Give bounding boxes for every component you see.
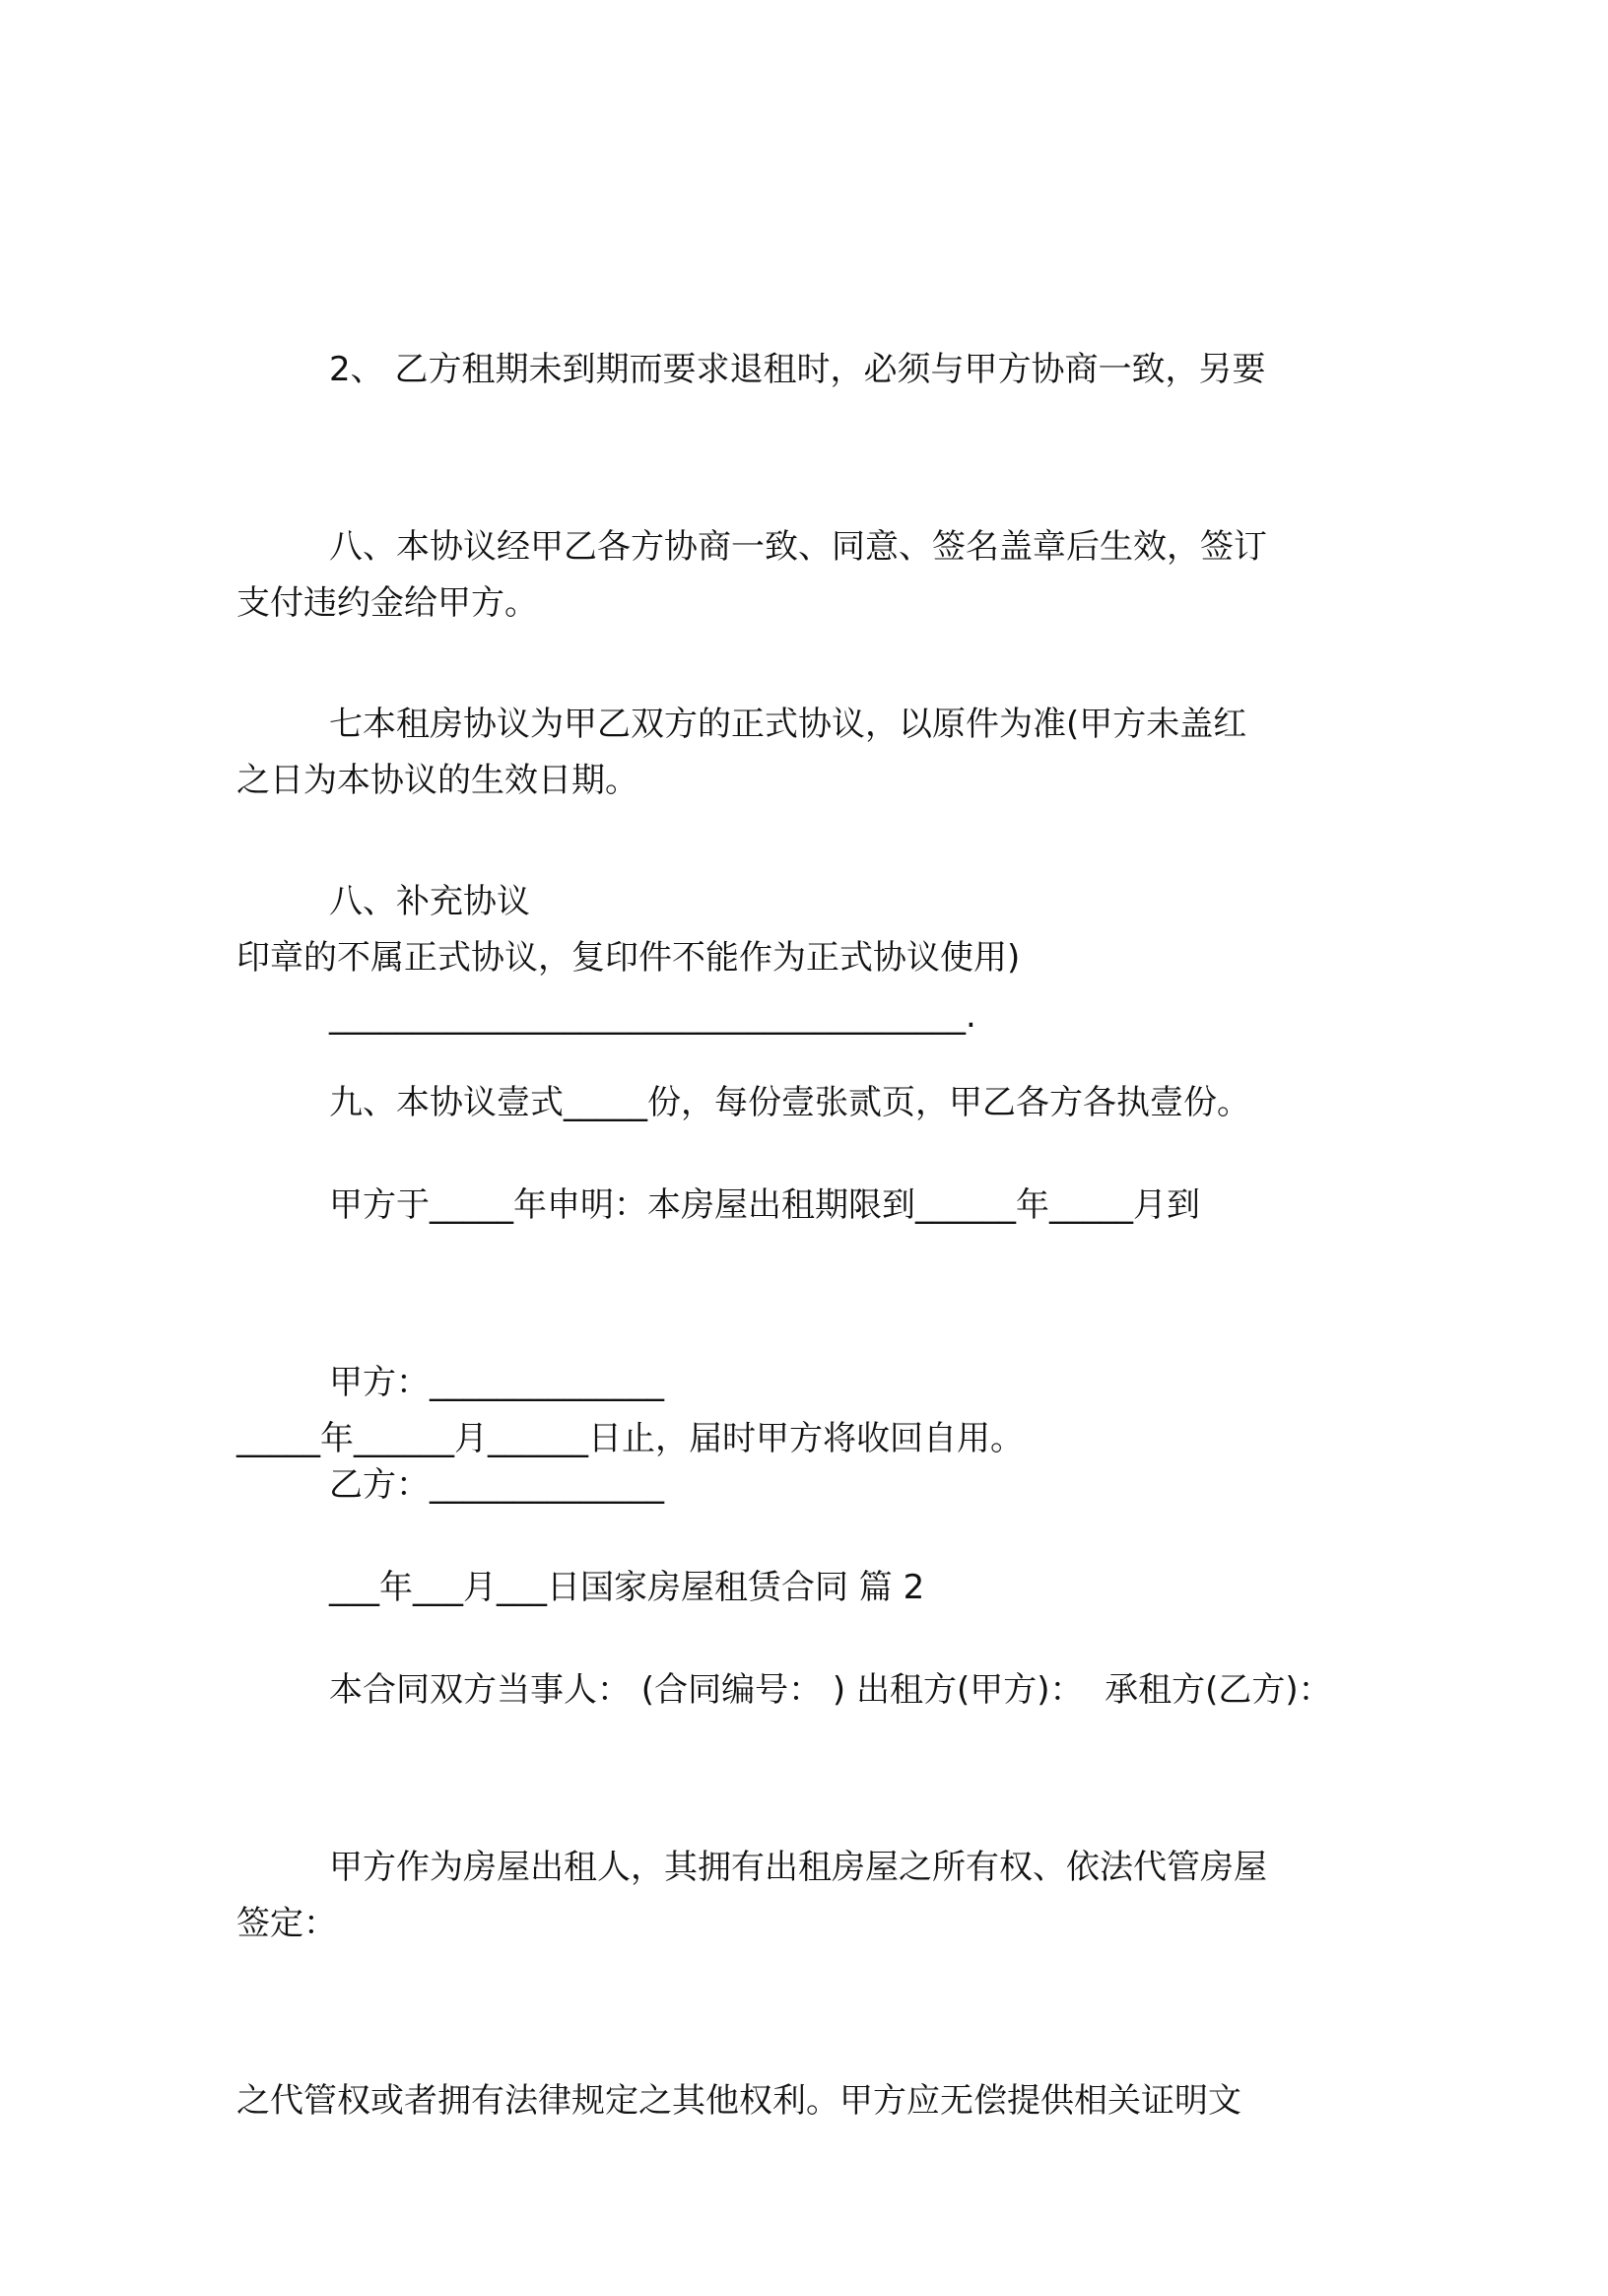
- paragraph-line: 甲方：______________: [329, 1363, 664, 1402]
- paragraph-line: 甲方于_____年申明：本房屋出租期限到______年_____月到: [329, 1185, 1200, 1225]
- paragraph-line: 签定：: [236, 1904, 337, 1943]
- paragraph-line: 2、 乙方租期未到期而要求退租时，必须与甲方协商一致，另要: [329, 350, 1266, 389]
- paragraph-line: 八、补充协议: [329, 882, 530, 921]
- blank-line: ______________________________________.: [329, 996, 976, 1036]
- paragraph-line: 之日为本协议的生效日期。: [236, 761, 638, 800]
- paragraph-landlord-rights: [236, 1673, 1370, 2296]
- paragraph-line: 八、本协议经甲乙各方协商一致、同意、签名盖章后生效，签订: [329, 527, 1267, 567]
- paragraph-line: 本合同双方当事人： (合同编号： ) 出租方(甲方)： 承租方(乙方)：: [329, 1670, 1332, 1710]
- paragraph-line: 七本租房协议为甲乙双方的正式协议，以原件为准(甲方未盖红: [329, 705, 1247, 744]
- paragraph-line: 乙方：______________: [329, 1465, 664, 1505]
- paragraph-line: 甲方作为房屋出租人，其拥有出租房屋之所有权、依法代管房屋: [329, 1848, 1267, 1887]
- paragraph-line: 印章的不属正式协议，复印件不能作为正式协议使用): [236, 938, 1021, 978]
- paragraph-line: ___年___月___日国家房屋租赁合同 篇 2: [329, 1568, 925, 1607]
- paragraph-line: 九、本协议壹式_____份，每份壹张贰页，甲乙各方各执壹份。: [329, 1083, 1250, 1122]
- paragraph-line: 之代管权或者拥有法律规定之其他权利。甲方应无偿提供相关证明文: [236, 2081, 1241, 2121]
- paragraph-line: _____年______月______日止，届时甲方将收回自用。: [236, 1419, 1024, 1458]
- paragraph-line: 支付违约金给甲方。: [236, 583, 538, 623]
